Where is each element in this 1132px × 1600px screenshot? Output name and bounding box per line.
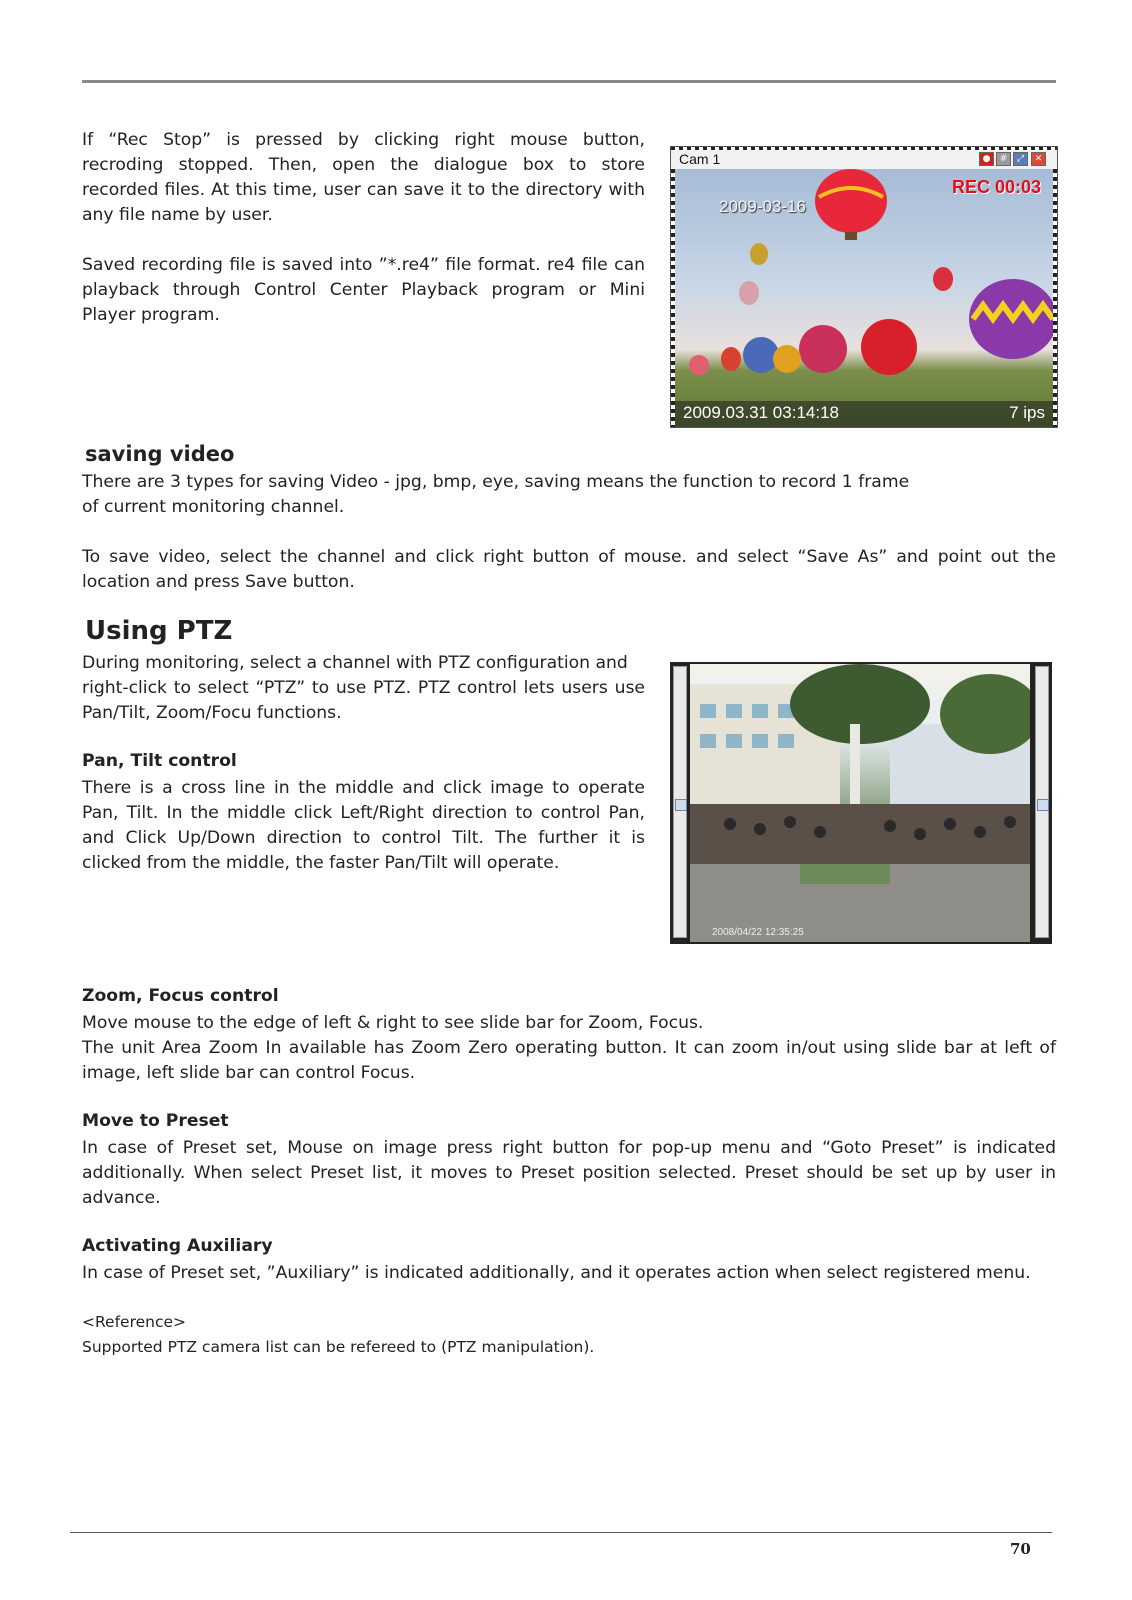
focus-slider[interactable]	[673, 666, 687, 938]
text-line: advance.	[82, 1188, 161, 1208]
text-line: Saved recording file is saved into ”*.re4” file format. re4 file can	[82, 255, 645, 275]
text-line: playback through Control Center Playback program or Mini	[82, 280, 645, 300]
text-line: any file name by user.	[82, 205, 273, 225]
text-line: recroding stopped. Then, open the dialogue box to store	[82, 155, 645, 175]
street-scene-image	[690, 664, 1030, 942]
preset-heading: Move to Preset	[82, 1111, 229, 1131]
text-line: In case of Preset set, Mouse on image press right button for pop-up menu and “Goto Preset” is indicated	[82, 1138, 1056, 1158]
pan-tilt-heading: Pan, Tilt control	[82, 751, 237, 771]
camera-window[interactable]	[670, 146, 1058, 428]
text-line: Player program.	[82, 305, 220, 325]
text-line: During monitoring, select a channel with PTZ configuration and	[82, 653, 628, 673]
text-line: Pan, Tilt. In the middle click Left/Right direction to control Pan,	[82, 803, 645, 823]
auxiliary-heading: Activating Auxiliary	[82, 1236, 273, 1256]
pan-tilt-paragraph	[82, 776, 645, 876]
ptz-intro-paragraph	[82, 651, 645, 726]
zoom-focus-paragraph	[82, 1011, 1056, 1086]
text-line: Pan/Tilt, Zoom/Focu functions.	[82, 703, 342, 723]
text-line: To save video, select the channel and click right button of mouse. and select “Save As” and point out the	[82, 547, 1056, 567]
text-line: In case of Preset set, ”Auxiliary” is indicated additionally, and it operates action when select registered menu.	[82, 1263, 1031, 1283]
saved-file-paragraph	[82, 253, 645, 328]
text-line: There is a cross line in the middle and click image to operate	[82, 778, 645, 798]
saving-types-paragraph	[82, 470, 1056, 520]
rec-stop-paragraph	[82, 128, 645, 228]
fullscreen-icon[interactable]: ⤢	[1013, 152, 1028, 166]
osd-date: 2009-03-16	[719, 197, 806, 216]
text-line: of current monitoring channel.	[82, 497, 345, 517]
text-line: There are 3 types for saving Video - jpg, bmp, eye, saving means the function to record 1 frame	[82, 472, 910, 492]
ptz-video[interactable]	[690, 664, 1030, 942]
rec-indicator: REC 00:03	[951, 177, 1041, 197]
text-line: image, left slide bar can control Focus.	[82, 1063, 416, 1083]
zoom-slider-thumb[interactable]	[1037, 799, 1049, 811]
focus-slider-thumb[interactable]	[675, 799, 687, 811]
saving-video-heading: saving video	[85, 442, 235, 466]
text-line: additionally. When select Preset list, it moves to Preset position selected. Preset should be set up by user in	[82, 1163, 1056, 1183]
auxiliary-paragraph	[82, 1261, 1056, 1286]
text-line: If “Rec Stop” is pressed by clicking right mouse button,	[82, 130, 645, 150]
zoom-slider[interactable]	[1035, 666, 1049, 938]
reference-label: <Reference>	[82, 1313, 187, 1331]
osd-timestamp: 2009.03.31 03:14:18	[683, 403, 839, 422]
zoom-focus-heading: Zoom, Focus control	[82, 986, 279, 1006]
text-line: and Click Up/Down direction to control Tilt. The further it is	[82, 828, 645, 848]
page-number: 70	[1010, 1540, 1031, 1558]
ptz-osd-timestamp: 2008/04/22 12:35:25	[712, 927, 804, 938]
text-line: recorded files. At this time, user can save it to the directory with	[82, 180, 645, 200]
text-line: The unit Area Zoom In available has Zoom Zero operating button. It can zoom in/out using slide bar at left of	[82, 1038, 1056, 1058]
camera-video[interactable]	[675, 169, 1053, 427]
close-icon[interactable]: ✕	[1031, 152, 1046, 166]
preset-paragraph	[82, 1136, 1056, 1211]
ptz-heading: Using PTZ	[85, 616, 233, 646]
settings-icon[interactable]: #	[996, 152, 1011, 166]
camera-titlebar	[671, 147, 1057, 170]
text-line: Move mouse to the edge of left & right to see slide bar for Zoom, Focus.	[82, 1013, 704, 1033]
osd-fps: 7 ips	[1009, 403, 1045, 422]
ptz-camera-view[interactable]	[670, 662, 1052, 944]
save-as-paragraph	[82, 545, 1056, 595]
text-line: clicked from the middle, the faster Pan/Tilt will operate.	[82, 853, 560, 873]
camera-title: Cam 1	[679, 151, 721, 167]
reference-text: Supported PTZ camera list can be refereed to (PTZ manipulation).	[82, 1338, 595, 1356]
text-line: right-click to select “PTZ” to use PTZ. PTZ control lets users use	[82, 678, 645, 698]
bottom-rule	[70, 1532, 1052, 1533]
top-rule	[82, 80, 1056, 83]
text-line: location and press Save button.	[82, 572, 355, 592]
record-icon[interactable]: ●	[979, 152, 994, 166]
